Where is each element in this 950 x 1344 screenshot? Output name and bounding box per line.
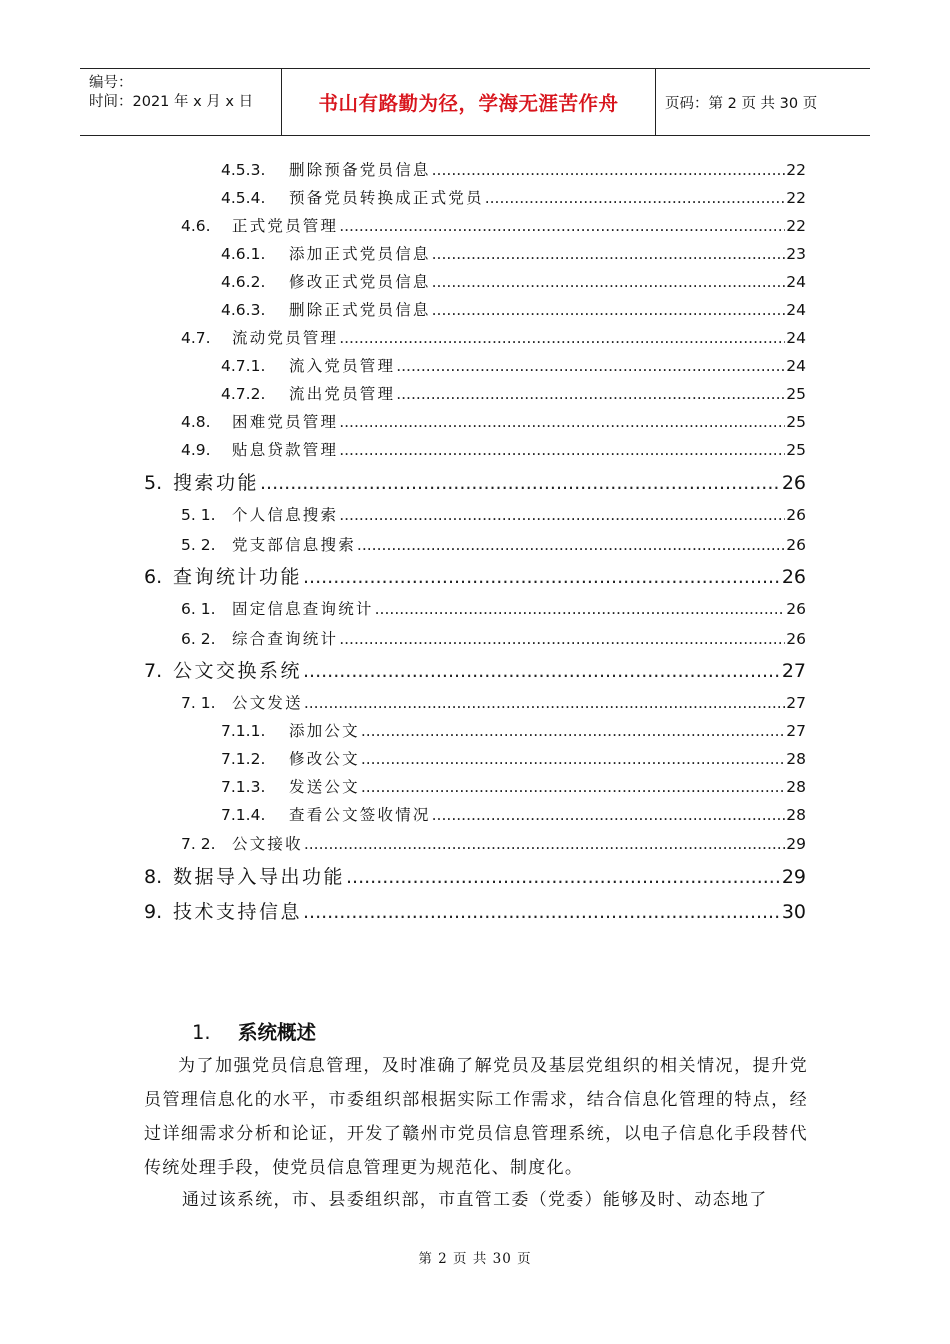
toc-page: 30 — [781, 901, 806, 923]
toc-entry[interactable] — [181, 533, 806, 555]
toc-title: 公文发送 — [232, 694, 303, 712]
toc-page: 27 — [781, 660, 806, 682]
toc-number: 7.1.2. — [221, 750, 266, 768]
toc-entry[interactable] — [181, 691, 806, 713]
toc-page: 22 — [786, 161, 806, 179]
toc-entry[interactable] — [221, 158, 806, 180]
toc-number: 7. 2. — [181, 835, 216, 853]
header-motto: 书山有路勤为径，学海无涯苦作舟 — [282, 69, 656, 135]
toc-number: 4.7. — [181, 329, 211, 347]
toc-entry[interactable] — [221, 803, 806, 825]
toc-entry[interactable] — [221, 242, 806, 264]
section-heading — [192, 1017, 316, 1045]
toc-page: 27 — [786, 694, 806, 712]
toc-leader — [432, 301, 786, 319]
toc-number: 8. — [144, 866, 163, 888]
toc-number: 4.5.4. — [221, 189, 266, 207]
toc-entry[interactable] — [144, 897, 806, 924]
toc-number: 4.6.2. — [221, 273, 266, 291]
toc-page: 22 — [786, 189, 806, 207]
toc-leader — [339, 630, 785, 648]
toc-leader — [357, 536, 785, 554]
toc-leader — [339, 506, 785, 524]
toc-page: 27 — [786, 722, 806, 740]
toc-number: 6. 2. — [181, 630, 216, 648]
toc-page: 22 — [786, 217, 806, 235]
toc-page: 23 — [786, 245, 806, 263]
toc-number: 9. — [144, 901, 163, 923]
toc-leader — [304, 694, 785, 712]
toc-page: 26 — [786, 630, 806, 648]
toc-leader — [303, 660, 781, 682]
toc-leader — [303, 566, 781, 588]
toc-number: 6. 1. — [181, 600, 216, 618]
toc-number: 4.8. — [181, 413, 211, 431]
toc-title: 公文接收 — [232, 835, 303, 853]
document-time: 时间：2021 年 x 月 x 日 — [89, 94, 254, 110]
toc-entry[interactable] — [221, 354, 806, 376]
toc-title: 修改公文 — [289, 750, 360, 768]
document-number-label: 编号： — [89, 75, 133, 91]
toc-entry[interactable] — [221, 747, 806, 769]
toc-entry[interactable] — [144, 656, 806, 683]
toc-number: 7.1.3. — [221, 778, 266, 796]
toc-leader — [339, 217, 785, 235]
toc-entry[interactable] — [144, 562, 806, 589]
toc-number: 4.7.1. — [221, 357, 266, 375]
toc-title: 综合查询统计 — [232, 630, 339, 648]
toc-title: 删除预备党员信息 — [289, 161, 431, 179]
toc-entry[interactable] — [221, 382, 806, 404]
toc-leader — [432, 806, 786, 824]
toc-title: 发送公文 — [289, 778, 360, 796]
toc-title: 搜索功能 — [173, 472, 260, 494]
toc-leader — [361, 750, 785, 768]
toc-page: 28 — [786, 750, 806, 768]
header-meta — [80, 69, 282, 135]
toc-number: 4.7.2. — [221, 385, 266, 403]
toc-number: 7. 1. — [181, 694, 216, 712]
toc-page: 24 — [786, 273, 806, 291]
toc-entry[interactable] — [221, 186, 806, 208]
toc-entry[interactable] — [181, 597, 806, 619]
toc-leader — [304, 835, 785, 853]
toc-entry[interactable] — [221, 298, 806, 320]
toc-entry[interactable] — [221, 775, 806, 797]
toc-number: 7. — [144, 660, 163, 682]
toc-title: 固定信息查询统计 — [232, 600, 374, 618]
toc-entry[interactable] — [181, 410, 806, 432]
toc-entry[interactable] — [221, 270, 806, 292]
toc-number: 4.6.1. — [221, 245, 266, 263]
toc-leader — [339, 441, 785, 459]
toc-title: 删除正式党员信息 — [289, 301, 431, 319]
toc-number: 5. 2. — [181, 536, 216, 554]
toc-title: 数据导入导出功能 — [173, 866, 346, 888]
toc-number: 5. 1. — [181, 506, 216, 524]
toc-title: 添加正式党员信息 — [289, 245, 431, 263]
toc-title: 党支部信息搜索 — [232, 536, 356, 554]
page-footer: 第 2 页 共 30 页 — [418, 1251, 532, 1267]
toc-title: 困难党员管理 — [232, 413, 339, 431]
toc-page: 26 — [786, 506, 806, 524]
toc-title: 修改正式党员信息 — [289, 273, 431, 291]
toc-title: 贴息贷款管理 — [232, 441, 339, 459]
toc-title: 正式党员管理 — [232, 217, 339, 235]
toc-page: 28 — [786, 778, 806, 796]
toc-title: 查看公文签收情况 — [289, 806, 431, 824]
toc-page: 24 — [786, 301, 806, 319]
toc-title: 流动党员管理 — [232, 329, 339, 347]
toc-leader — [432, 161, 786, 179]
toc-number: 4.6.3. — [221, 301, 266, 319]
toc-entry[interactable] — [181, 214, 806, 236]
page-header — [80, 68, 870, 136]
toc-title: 个人信息搜索 — [232, 506, 339, 524]
toc-title: 流入党员管理 — [289, 357, 396, 375]
toc-page: 25 — [786, 413, 806, 431]
body-paragraph: 通过该系统，市、县委组织部，市直管工委（党委）能够及时、动态地了 — [182, 1190, 768, 1210]
toc-page: 29 — [781, 866, 806, 888]
toc-leader — [361, 722, 785, 740]
toc-title: 添加公文 — [289, 722, 360, 740]
toc-page: 26 — [786, 536, 806, 554]
toc-number: 4.9. — [181, 441, 211, 459]
toc-number: 4.6. — [181, 217, 211, 235]
toc-leader — [396, 357, 785, 375]
toc-page: 26 — [781, 472, 806, 494]
toc-page: 25 — [786, 441, 806, 459]
toc-title: 公文交换系统 — [173, 660, 303, 682]
toc-leader — [303, 901, 781, 923]
toc-entry[interactable] — [181, 438, 806, 460]
toc-number: 7.1.1. — [221, 722, 266, 740]
toc-page: 26 — [786, 600, 806, 618]
toc-page: 29 — [786, 835, 806, 853]
toc-leader — [260, 472, 781, 494]
toc-entry[interactable] — [181, 326, 806, 348]
toc-title: 技术支持信息 — [173, 901, 303, 923]
section-title: 系统概述 — [238, 1021, 317, 1044]
toc-leader — [396, 385, 785, 403]
toc-entry[interactable] — [144, 468, 806, 495]
toc-number: 6. — [144, 566, 163, 588]
body-paragraph: 为了加强党员信息管理，及时准确了解党员及基层党组织的相关情况，提升党员管理信息化的水平，市委组织部根据实际工作需求，结合信息化管理的特点，经过详细需求分析和论证，开发了赣州市党员信息管理系统，以电子信息化手段替代传统处理手段，使党员信息管理更为规范化、制度化。 — [144, 1056, 808, 1178]
header-page-info: 页码：第 2 页 共 30 页 — [665, 95, 818, 112]
toc-leader — [375, 600, 786, 618]
section-number: 1. — [192, 1021, 211, 1044]
toc-entry[interactable] — [181, 503, 806, 525]
toc-leader — [432, 273, 786, 291]
toc-title: 查询统计功能 — [173, 566, 303, 588]
toc-page: 26 — [781, 566, 806, 588]
toc-leader — [339, 329, 785, 347]
toc-page: 24 — [786, 357, 806, 375]
toc-leader — [339, 413, 785, 431]
toc-entry[interactable] — [221, 719, 806, 741]
toc-number: 4.5.3. — [221, 161, 266, 179]
toc-entry[interactable] — [181, 832, 806, 854]
toc-number: 7.1.4. — [221, 806, 266, 824]
toc-page: 24 — [786, 329, 806, 347]
toc-leader — [485, 189, 786, 207]
toc-leader — [432, 245, 786, 263]
toc-number: 5. — [144, 472, 163, 494]
toc-leader — [361, 778, 785, 796]
toc-page: 28 — [786, 806, 806, 824]
toc-title: 预备党员转换成正式党员 — [289, 189, 484, 207]
toc-title: 流出党员管理 — [289, 385, 396, 403]
toc-entry[interactable] — [144, 862, 806, 889]
toc-entry[interactable] — [181, 627, 806, 649]
toc-page: 25 — [786, 385, 806, 403]
toc-leader — [346, 866, 781, 888]
